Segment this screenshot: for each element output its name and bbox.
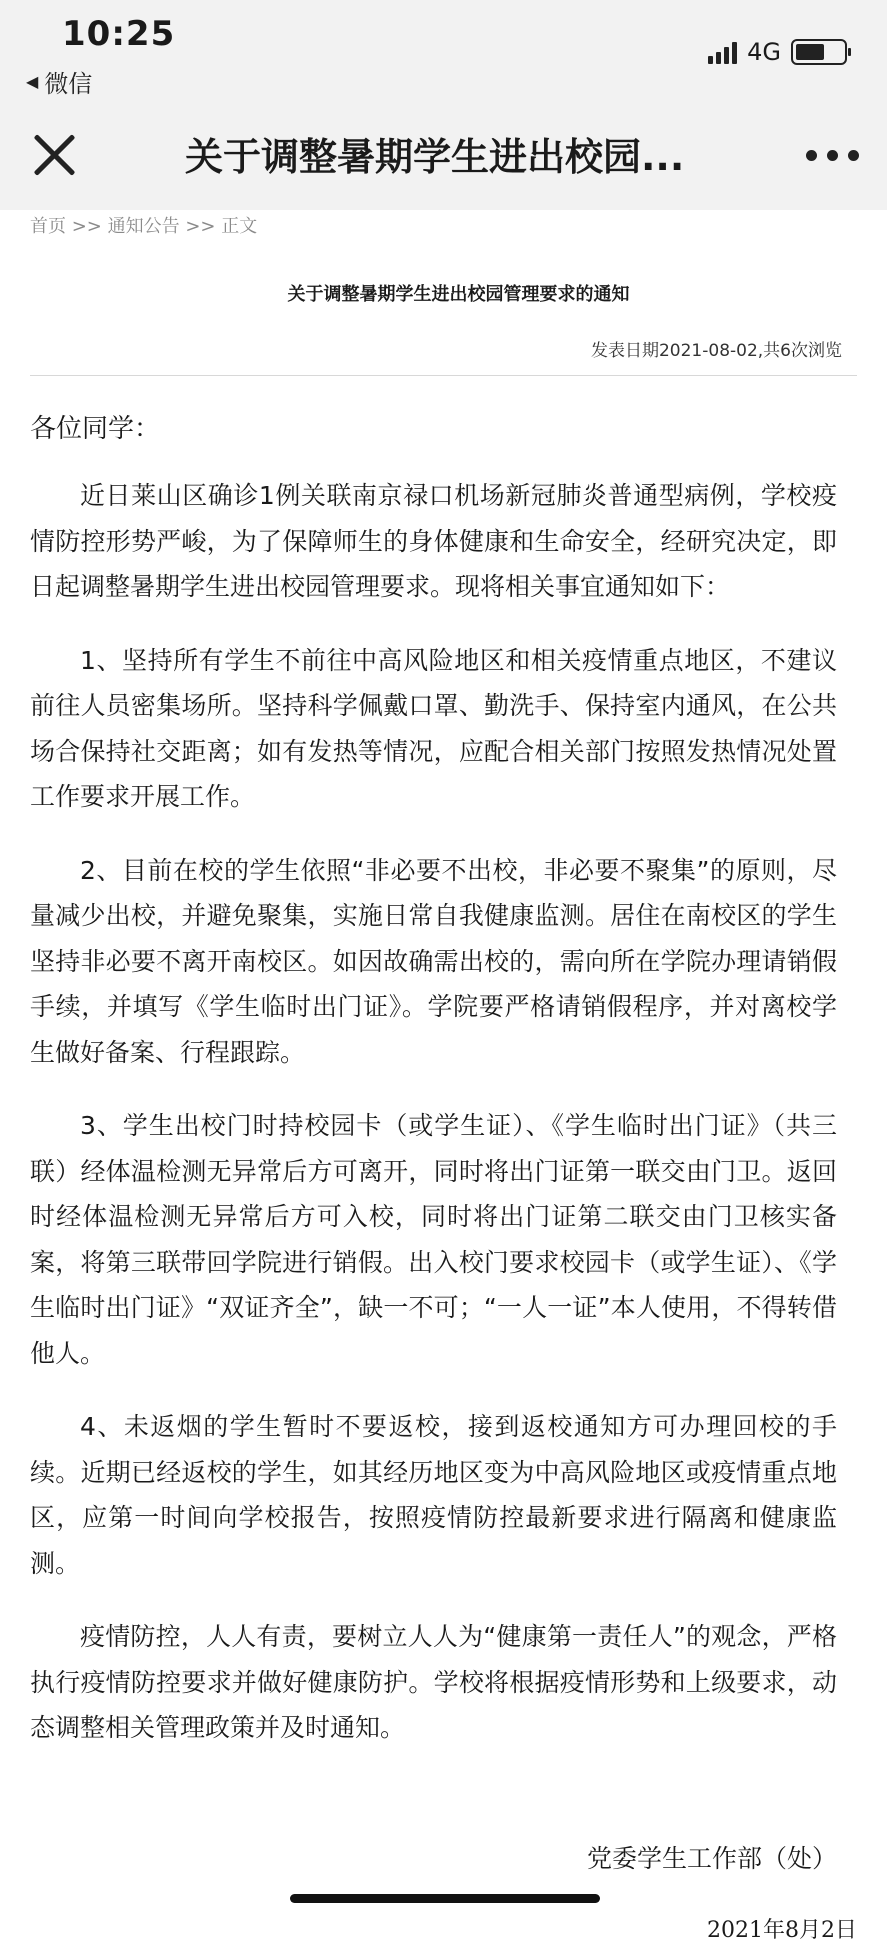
back-to-wechat-link[interactable] xyxy=(26,64,92,99)
article-paragraph: 疫情防控，人人有责，要树立人人为“健康第一责任人”的观念，严格执行疫情防控要求并做好健康防护。学校将根据疫情形势和上级要求，动态调整相关管理政策并及时通知。 xyxy=(30,1622,837,1742)
article-date: 2021年8月2日 xyxy=(707,1917,857,1943)
battery-icon xyxy=(791,39,847,65)
article-paragraph: 2、目前在校的学生依照“非必要不出校，非必要不聚集”的原则，尽量减少出校，并避免聚集，实施日常自我健康监测。居住在南校区的学生坚持非必要不离开南校区。如因故确需出校的，需向所在学院办理请销假手续，并填写《学生临时出门证》。学院要严格请销假程序，并对离校学生做好备案、行程跟踪。 xyxy=(30,855,837,1067)
signal-icon xyxy=(708,40,737,64)
article-container xyxy=(0,212,887,1944)
more-options-icon[interactable] xyxy=(806,150,859,161)
status-indicators xyxy=(708,38,847,66)
back-label: 微信 xyxy=(44,70,93,98)
status-bar xyxy=(0,0,887,100)
nav-bar xyxy=(0,100,887,210)
article-title: 关于调整暑期学生进出校园管理要求的通知 xyxy=(287,284,630,305)
home-indicator[interactable] xyxy=(290,1894,600,1903)
back-triangle-icon: ◀ xyxy=(26,72,39,91)
article-paragraph: 4、未返烟的学生暂时不要返校，接到返校通知方可办理回校的手续。近期已经返校的学生，如其经历地区变为中高风险地区或疫情重点地区，应第一时间向学校报告，按照疫情防控最新要求进行隔离和健康监测。 xyxy=(30,1412,837,1578)
signature: 党委学生工作部（处） xyxy=(586,1843,837,1873)
divider xyxy=(30,375,857,376)
salutation: 各位同学： xyxy=(30,414,161,444)
close-icon[interactable] xyxy=(30,130,80,180)
article-paragraph: 1、坚持所有学生不前往中高风险地区和相关疫情重点地区，不建议前往人员密集场所。坚持科学佩戴口罩、勤洗手、保持室内通风，在公共场合保持社交距离；如有发热等情况，应配合相关部门按照发热情况处置工作要求开展工作。 xyxy=(30,645,837,811)
article-meta: 发表日期2021-08-02,共6次浏览 xyxy=(590,341,842,361)
breadcrumb[interactable]: 首页 >> 通知公告 >> 正文 xyxy=(30,216,258,237)
status-time: 10:25 xyxy=(62,14,176,54)
article-paragraph: 3、学生出校门时持校园卡（或学生证）、《学生临时出门证》（共三联）经体温检测无异常后方可离开，同时将出门证第一联交由门卫。返回时经体温检测无异常后方可入校，同时将出门证第二联交由门卫核实备案，将第三联带回学院进行销假。出入校门要求校园卡（或学生证）、《学生临时出门证》“双证齐全”，缺一不可；“一人一证”本人使用，不得转借他人。 xyxy=(30,1111,837,1368)
article-paragraph: 近日莱山区确诊1例关联南京禄口机场新冠肺炎普通型病例，学校疫情防控形势严峻，为了保障师生的身体健康和生命安全，经研究决定，即日起调整暑期学生进出校园管理要求。现将相关事宜通知如下： xyxy=(30,481,837,601)
page-title: 关于调整暑期学生进出校园... xyxy=(185,135,685,179)
network-type: 4G xyxy=(747,38,781,66)
